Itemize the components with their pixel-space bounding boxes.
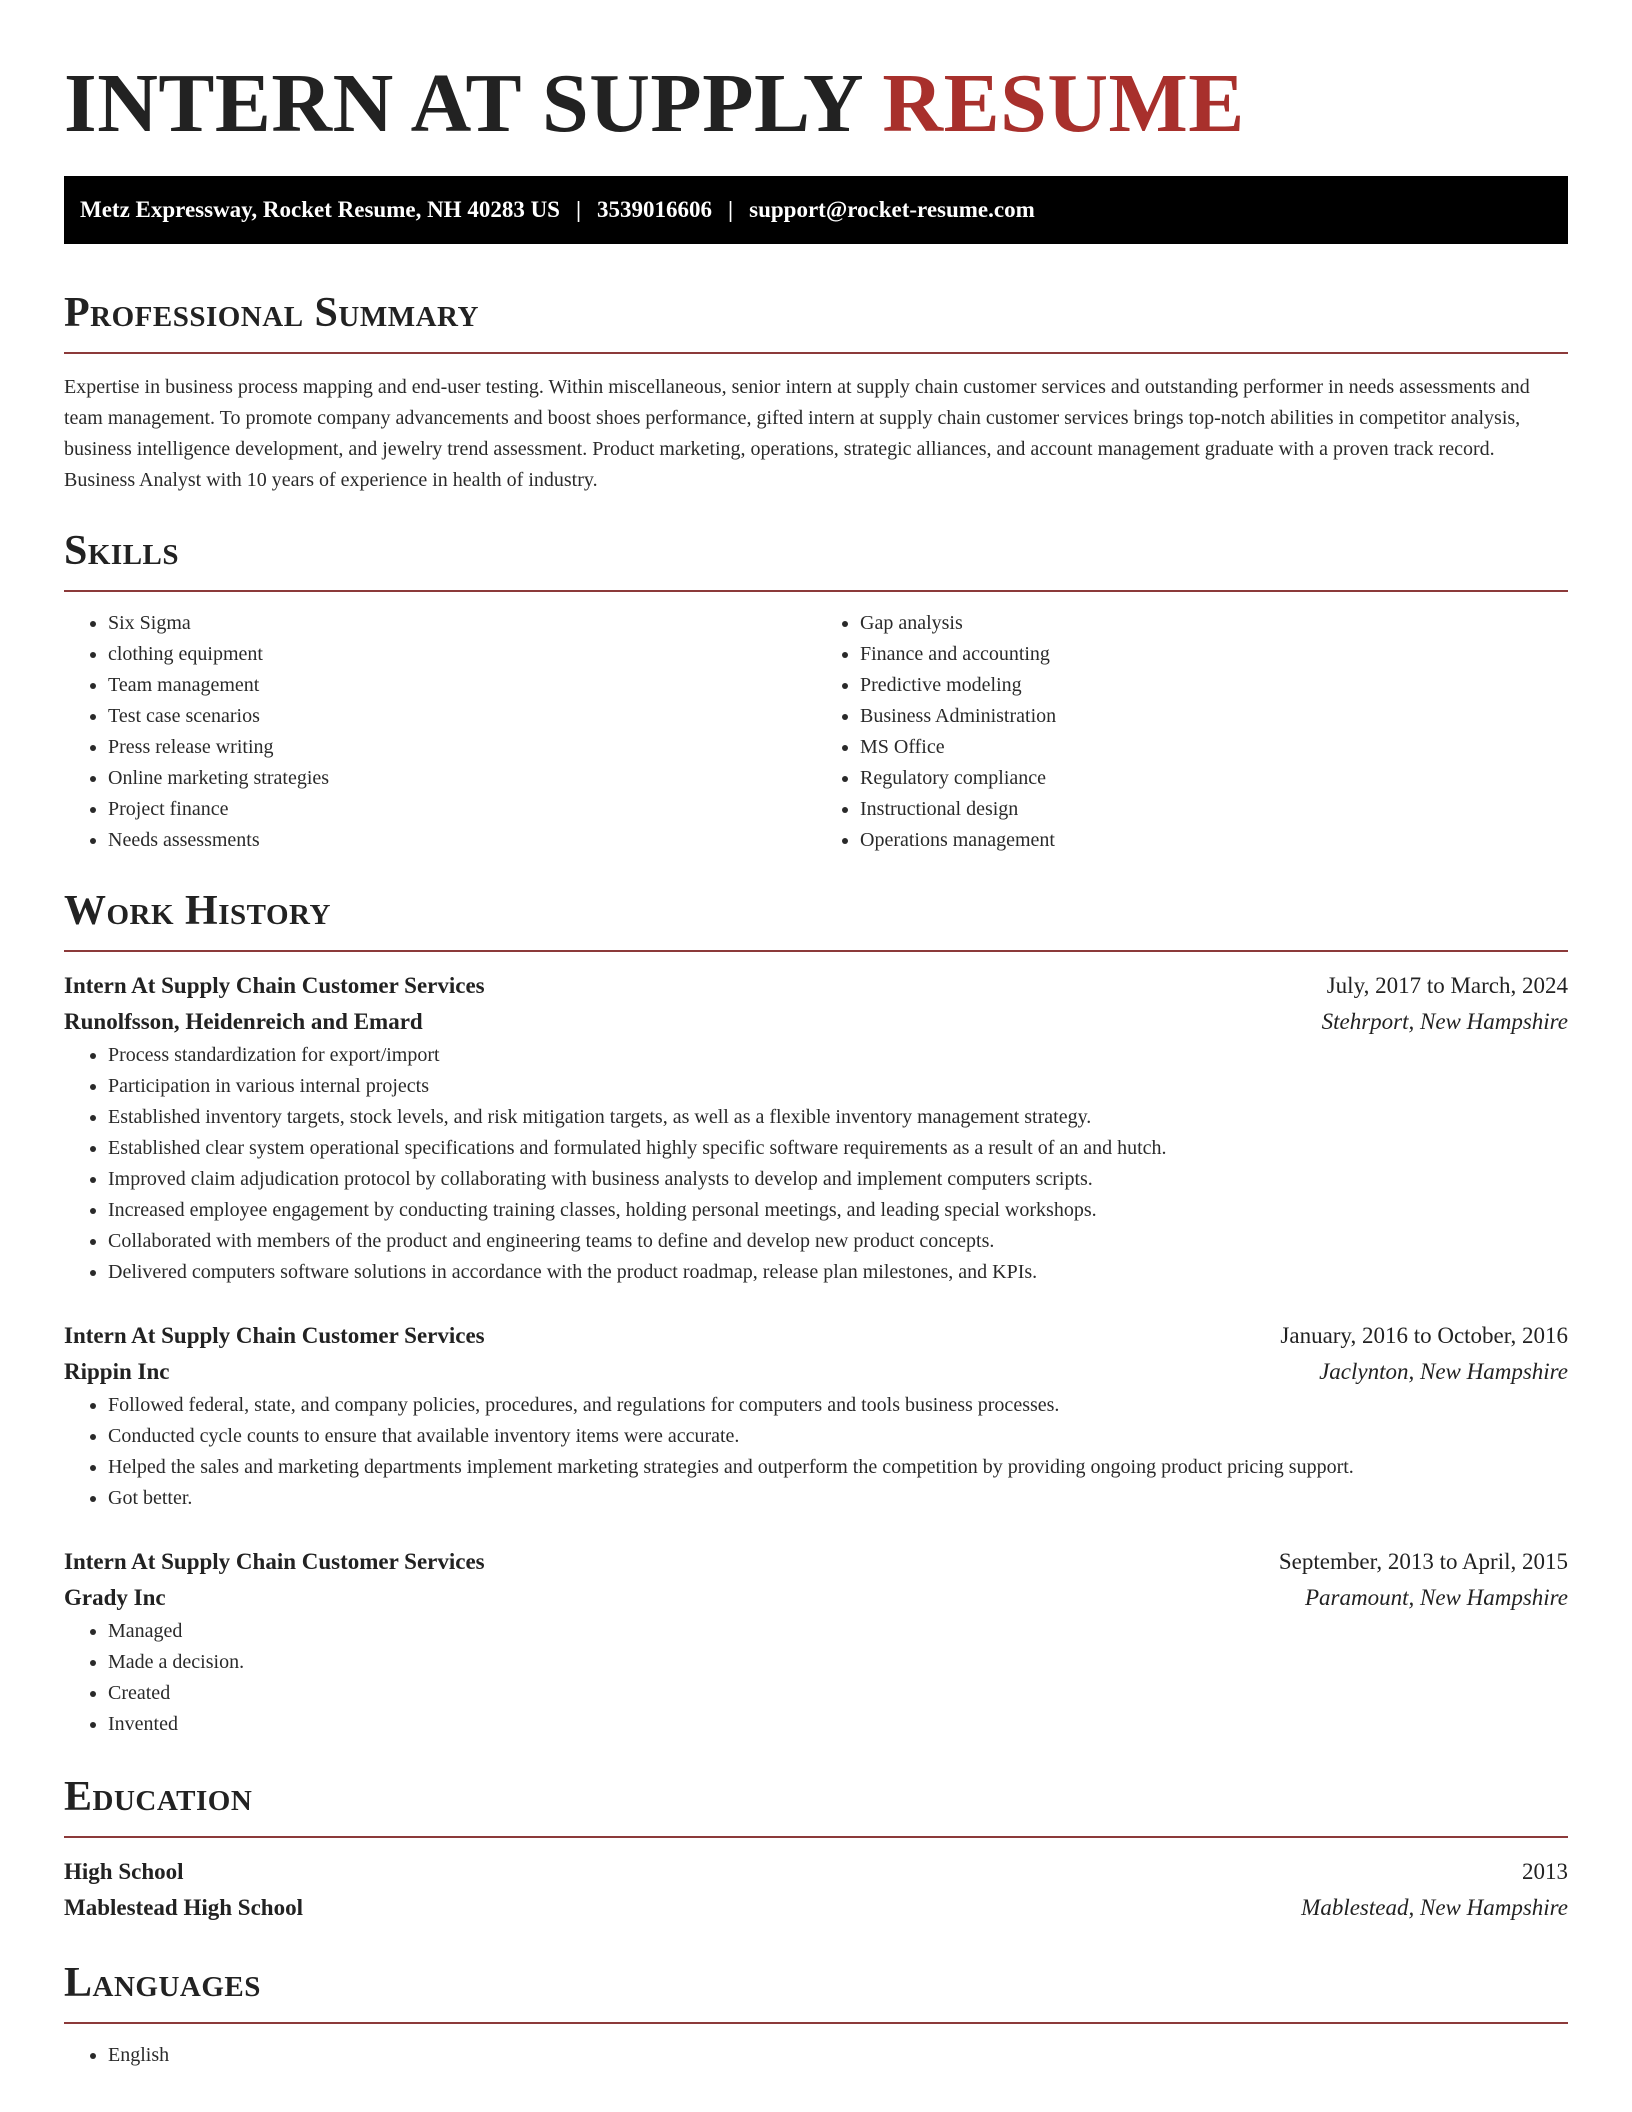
job-bullet: • Participation in various internal projects [108, 1071, 1568, 1102]
job-dates: January, 2016 to October, 2016 [1280, 1323, 1568, 1348]
education-year: 2013 [1522, 1859, 1568, 1884]
contact-separator: | [575, 197, 582, 222]
job-bullet-list [64, 1616, 1568, 1740]
section-divider [64, 590, 1568, 592]
job-location: Paramount, New Hampshire [1304, 1585, 1568, 1610]
section-divider [64, 352, 1568, 354]
work-section [64, 886, 1568, 1740]
job-bullet: • Delivered computers software solutions in accordance with the product roadmap, release plan milestones, and KPIs. [108, 1257, 1568, 1288]
summary-heading: Professional Summary [64, 290, 479, 336]
contact-email[interactable]: support@rocket-resume.com [749, 197, 1035, 222]
job-title: Intern At Supply Chain Customer Services [64, 1323, 485, 1348]
job-bullet: • Helped the sales and marketing departments implement marketing strategies and outperform the competition by providing ongoing product pricing support. [108, 1452, 1568, 1483]
job-dates: July, 2017 to March, 2024 [1326, 973, 1568, 998]
job-bullet: • Got better. [108, 1483, 1568, 1514]
education-heading: Education [64, 1774, 253, 1820]
education-entry [64, 1854, 1568, 1926]
language-item: • English [108, 2040, 1568, 2071]
skill-item: • Press release writing [108, 732, 816, 763]
job-company: Runolfsson, Heidenreich and Emard [64, 1009, 423, 1034]
contact-address: Metz Expressway, Rocket Resume, NH 40283 US [80, 197, 560, 222]
job-bullet: • Improved claim adjudication protocol by collaborating with business analysts to develop and implement computers scripts. [108, 1164, 1568, 1195]
job-bullet-list [64, 1040, 1568, 1288]
job-entry [64, 1544, 1568, 1740]
job-header-row [64, 1544, 1568, 1580]
section-divider [64, 2022, 1568, 2024]
job-location: Stehrport, New Hampshire [1321, 1009, 1568, 1034]
job-bullet: • Process standardization for export/import [108, 1040, 1568, 1071]
job-bullet: • Increased employee engagement by conducting training classes, holding personal meetings, and leading special workshops. [108, 1195, 1568, 1226]
skill-item: • Instructional design [860, 794, 1568, 825]
skills-section [64, 526, 1568, 856]
skills-column-right [816, 608, 1568, 856]
job-bullet: • Managed [108, 1616, 1568, 1647]
languages-heading: Languages [64, 1960, 261, 2006]
resume-title [64, 0, 1568, 176]
job-bullet: • Followed federal, state, and company policies, procedures, and regulations for computers and tools business processes. [108, 1390, 1568, 1421]
title-main: INTERN AT SUPPLY [64, 57, 861, 150]
education-degree: High School [64, 1859, 184, 1884]
languages-list [64, 2040, 1568, 2071]
job-header-row [64, 968, 1568, 1004]
skill-item: • Predictive modeling [860, 670, 1568, 701]
job-bullet: • Collaborated with members of the product and engineering teams to define and develop new product concepts. [108, 1226, 1568, 1257]
job-bullet: • Conducted cycle counts to ensure that available inventory items were accurate. [108, 1421, 1568, 1452]
skill-item: • Six Sigma [108, 608, 816, 639]
contact-phone: 3539016606 [597, 197, 713, 222]
section-divider [64, 950, 1568, 952]
skill-item: • Finance and accounting [860, 639, 1568, 670]
skill-item: • Business Administration [860, 701, 1568, 732]
education-location: Mablestead, New Hampshire [1301, 1895, 1568, 1920]
skill-item: • clothing equipment [108, 639, 816, 670]
job-bullet: • Established inventory targets, stock levels, and risk mitigation targets, as well as a flexible inventory management strategy. [108, 1102, 1568, 1133]
job-bullet-list [64, 1390, 1568, 1514]
job-company-row [64, 1354, 1568, 1390]
education-section [64, 1772, 1568, 1926]
contact-bar [64, 176, 1568, 244]
job-company: Grady Inc [64, 1585, 166, 1610]
skill-item: • Needs assessments [108, 825, 816, 856]
summary-section [64, 288, 1568, 496]
work-heading: Work History [64, 888, 331, 934]
skill-item: • Test case scenarios [108, 701, 816, 732]
skill-item: • Regulatory compliance [860, 763, 1568, 794]
summary-text: Expertise in business process mapping and end-user testing. Within miscellaneous, senior intern at supply chain customer services and outstanding performer in needs assessments and team management. To promote company advancements and boost shoes performance, gifted intern at supply chain customer services brings top-notch abilities in competitor analysis, business intelligence development, and jewelry trend assessment. Product marketing, operations, strategic alliances, and account management graduate with a proven track record. Business Analyst with 10 years of experience in health of industry. [64, 376, 1530, 491]
job-bullet: • Made a decision. [108, 1647, 1568, 1678]
job-company-row [64, 1580, 1568, 1616]
job-company-row [64, 1004, 1568, 1040]
job-bullet: • Created [108, 1678, 1568, 1709]
job-entry [64, 968, 1568, 1288]
skill-item: • Gap analysis [860, 608, 1568, 639]
languages-section [64, 1958, 1568, 2071]
contact-separator: | [728, 197, 734, 222]
job-entry [64, 1318, 1568, 1514]
skills-column-left [64, 608, 816, 856]
skill-item: • Operations management [860, 825, 1568, 856]
job-dates: September, 2013 to April, 2015 [1278, 1549, 1568, 1574]
education-row [64, 1890, 1568, 1926]
job-title: Intern At Supply Chain Customer Services [64, 973, 485, 998]
skills-heading: Skills [64, 528, 180, 574]
skill-item: • Team management [108, 670, 816, 701]
education-school: Mablestead High School [64, 1895, 303, 1920]
skills-list-left [64, 608, 816, 856]
title-accent: RESUME [882, 57, 1245, 150]
education-row [64, 1854, 1568, 1890]
skill-item: • Online marketing strategies [108, 763, 816, 794]
job-bullet: • Established clear system operational specifications and formulated highly specific software requirements as a result of an and hutch. [108, 1133, 1568, 1164]
job-company: Rippin Inc [64, 1359, 170, 1384]
jobs-list [64, 968, 1568, 1740]
skill-item: • MS Office [860, 732, 1568, 763]
job-location: Jaclynton, New Hampshire [1319, 1359, 1568, 1384]
section-divider [64, 1836, 1568, 1838]
job-header-row [64, 1318, 1568, 1354]
skill-item: • Project finance [108, 794, 816, 825]
skills-list-right [816, 608, 1568, 856]
job-bullet: • Invented [108, 1709, 1568, 1740]
skills-columns [64, 608, 1568, 856]
job-title: Intern At Supply Chain Customer Services [64, 1549, 485, 1574]
